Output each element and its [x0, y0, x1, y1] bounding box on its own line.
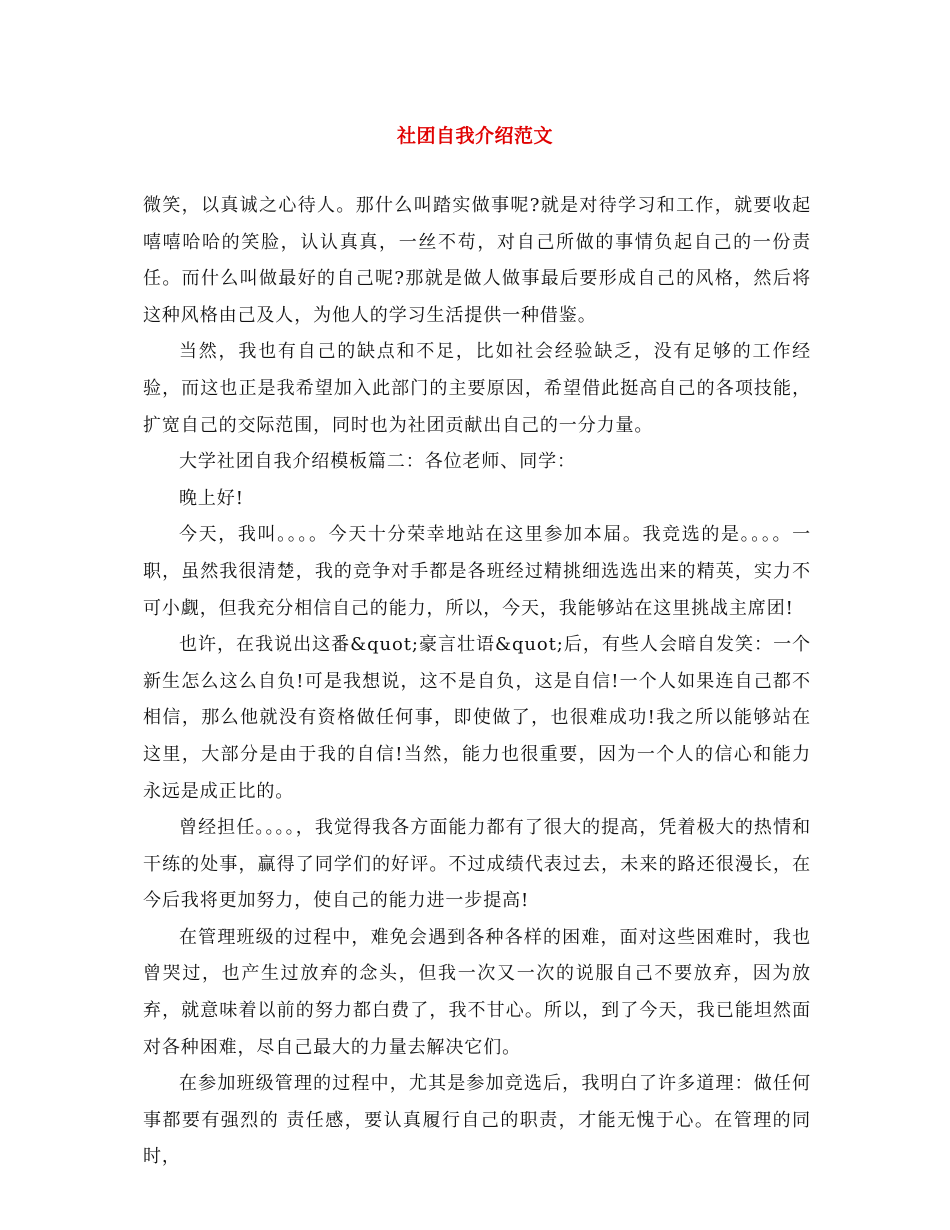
paragraph-confidence: 也许，在我说出这番&quot;豪言壮语&quot;后，有些人会暗自发笑：一个新生怎么这么自负!可是我想说，这不是自负，这是自信!一个人如果连自己都不相信，那么他就没有资格做任何事，即使做了，也很难成功!我之所以能够站在这里，大部分是由于我的自信!当然，能力也很重要，因为一个人的信心和能力永远是成正比的。: [143, 634, 811, 802]
paragraph-greeting: 晚上好!: [179, 487, 244, 509]
paragraph-continuation: 微笑，以真诚之心待人。那什么叫踏实做事呢?就是对待学习和工作，就要收起嘻嘻哈哈的笑脸，认认真真，一丝不苟，对自己所做的事情负起自己的一份责任。而什么叫做最好的自己呢?那就是做人做事最后要形成自己的风格，然后将这种风格由己及人，为他人的学习生活提供一种借鉴。: [143, 195, 811, 326]
paragraph-shortcomings: 当然，我也有自己的缺点和不足，比如社会经验缺乏，没有足够的工作经验，而这也正是我希望加入此部门的主要原因，希望借此挺高自己的各项技能，扩宽自己的交际范围，同时也为社团贡献出自己的一分力量。: [143, 341, 811, 436]
paragraph-introduction: 今天，我叫。。。。今天十分荣幸地站在这里参加本届。我竞选的是。。。。一职，虽然我很清楚，我的竞争对手都是各班经过精挑细选选出来的精英，实力不可小觑，但我充分相信自己的能力，所以，今天，我能够站在这里挑战主席团!: [143, 524, 811, 619]
paragraph-difficulties: 在管理班级的过程中，难免会遇到各种各样的困难，面对这些困难时，我也曾哭过，也产生过放弃的念头，但我一次又一次的说服自己不要放弃，因为放弃，就意味着以前的努力都白费了，我不甘心。所以，到了今天，我已能坦然面对各种困难，尽自己最大的力量去解决它们。: [143, 926, 811, 1058]
document-title: 社团自我介绍范文: [396, 125, 553, 147]
document-body: [143, 188, 811, 1176]
paragraph-lessons: 在参加班级管理的过程中，尤其是参加竞选后，我明白了许多道理：做任何事都要有强烈的 责任感，要认真履行自己的职责，才能无愧于心。在管理的同时，: [143, 1073, 811, 1168]
paragraph-experience: 曾经担任。。。。，我觉得我各方面能力都有了很大的提高，凭着极大的热情和干练的处事，赢得了同学们的好评。不过成绩代表过去，未来的路还很漫长，在今后我将更加努力，使自己的能力进一步提高!: [143, 817, 811, 912]
paragraph-template-heading: 大学社团自我介绍模板篇二：各位老师、同学：: [179, 451, 576, 473]
